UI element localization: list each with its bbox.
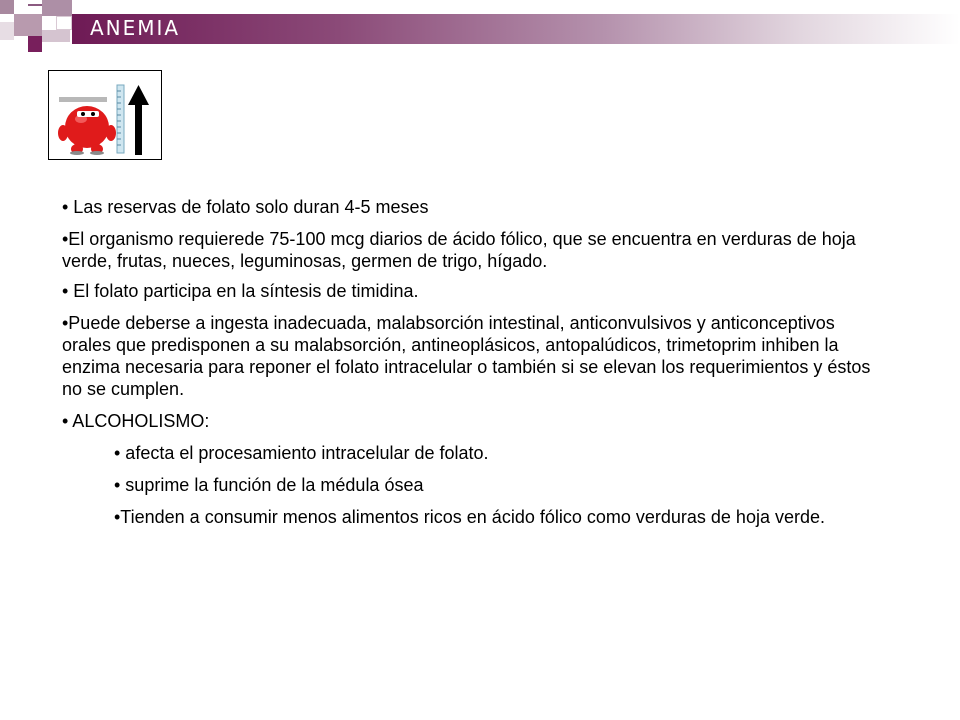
measure-bar: [59, 97, 107, 102]
red-figure-height-measure-up-arrow-icon: [49, 71, 161, 159]
decor-square: [14, 36, 28, 52]
decor-square: [42, 30, 70, 42]
bullet-folate-reserves: • Las reservas de folato solo duran 4-5 meses: [62, 197, 429, 217]
bullet-thymidine-synthesis: • El folato participa en la síntesis de timidina.: [62, 281, 419, 301]
decor-square: [0, 0, 14, 14]
slide-content: [62, 196, 872, 538]
decor-square: [56, 16, 72, 30]
title-bar: [72, 14, 960, 44]
decor-square: [14, 0, 28, 14]
illustration-frame: [48, 70, 162, 160]
sub-bullet-bone-marrow: • suprime la función de la médula ósea: [114, 475, 424, 495]
decor-square: [28, 4, 42, 6]
bullet-alcoholism: • ALCOHOLISMO:: [62, 411, 210, 431]
decor-square: [14, 14, 42, 36]
bullet-causes: •Puede deberse a ingesta inadecuada, malabsorción intestinal, anticonvulsivos y anticonceptivos orales que predisponen a su malabsorción, antineoplásicos, antopalúdicos, trimetoprim inhiben la enzima necesaria para reponer el folato intracelular o también si se elevan los requerimientos y éstos no se cumplen.: [62, 313, 871, 399]
measure-pole: [117, 85, 124, 153]
arrow-shaft: [135, 103, 142, 155]
sub-bullet-diet: •Tienden a consumir menos alimentos ricos en ácido fólico como verduras de hoja verde.: [114, 507, 825, 527]
slide-title: ANEMIA: [90, 16, 181, 40]
bullet-daily-requirement: •El organismo requierede 75-100 mcg diarios de ácido fólico, que se encuentra en verduras de hoja verde, frutas, nueces, leguminosas, germen de trigo, hígado.: [62, 229, 856, 271]
arrow-head: [128, 85, 149, 105]
decor-square: [0, 22, 14, 40]
decor-square: [42, 0, 72, 16]
decor-square: [28, 36, 42, 52]
sub-bullet-processing: • afecta el procesamiento intracelular de folato.: [114, 443, 489, 463]
